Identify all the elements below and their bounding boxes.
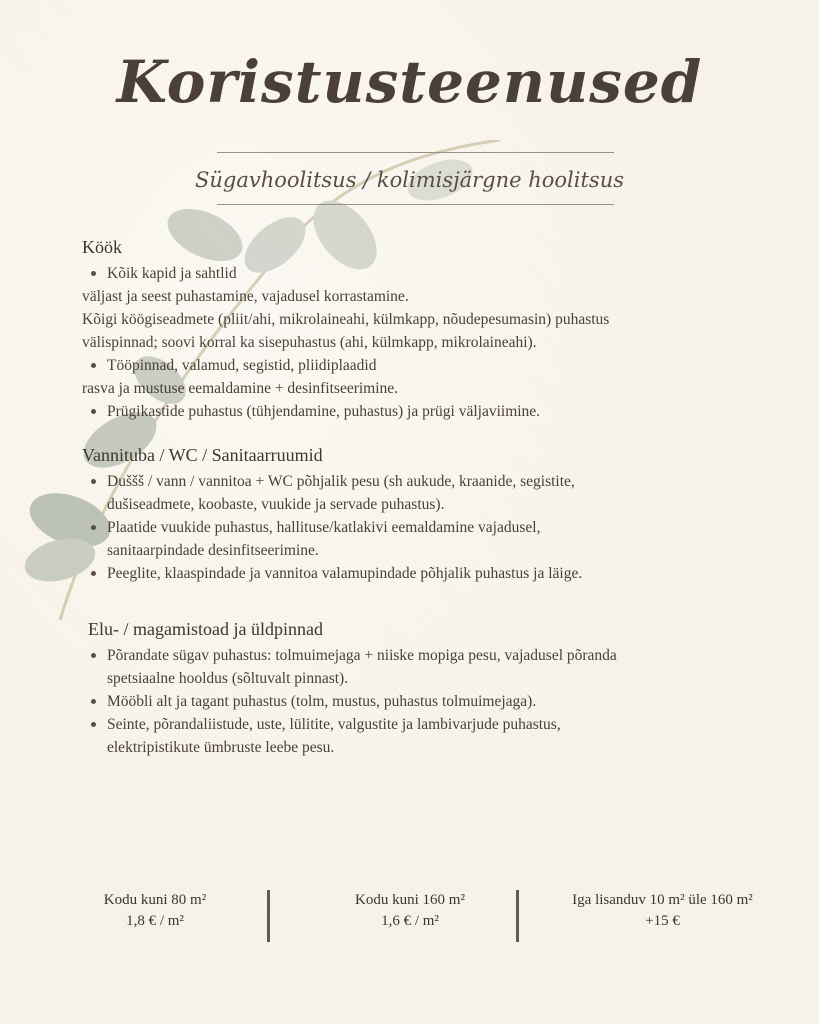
list-item xyxy=(82,516,742,562)
price-label: Iga lisanduv 10 m² üle 160 m² xyxy=(572,892,753,908)
list-item-line: Plaatide vuukide puhastus, hallituse/katlakivi eemaldamine vajadusel, xyxy=(107,519,541,536)
list-item xyxy=(82,644,748,690)
price-label: Kodu kuni 80 m² xyxy=(103,892,207,908)
price-item xyxy=(285,890,535,932)
list-item xyxy=(82,713,748,759)
list-item-line: spetsiaalne hooldus (sõltuvalt pinnast). xyxy=(107,670,349,687)
list-item-line: Peeglite, klaaspindade ja vannitoa valamupindade põhjalik puhastus ja läige. xyxy=(107,565,583,582)
price-table xyxy=(30,890,790,945)
price-item xyxy=(30,890,280,932)
list-item: Kõik kapid ja sahtlid xyxy=(82,262,742,285)
list-item-line: sanitaarpindade desinfitseerimine. xyxy=(107,542,319,559)
list-item xyxy=(82,690,748,713)
list-item-line: Seinte, põrandaliistude, uste, lülitite, valgustite ja lambivarjude puhastus, xyxy=(107,716,561,733)
price-divider xyxy=(516,890,519,942)
price-value: 1,8 € / m² xyxy=(126,913,184,929)
list-item: Tööpinnad, valamud, segistid, pliidiplaadid xyxy=(82,354,742,377)
price-value: +15 € xyxy=(645,913,680,929)
page-title: Koristusteenused xyxy=(116,48,703,116)
list-item: Prügikastide puhastus (tühjendamine, puhastus) ja prügi väljaviimine. xyxy=(82,400,742,423)
bathroom-heading: Vannituba / WC / Sanitaarruumid xyxy=(82,445,323,465)
page-subtitle: Sügavhoolitsus / kolimisjärgne hoolitsus xyxy=(194,168,625,192)
price-item xyxy=(535,890,790,932)
price-divider xyxy=(267,890,270,942)
kitchen-text: rasva ja mustuse eemaldamine + desinfitseerimine. xyxy=(82,380,399,397)
title-rule-top xyxy=(217,152,614,153)
list-item-line: dušiseadmete, koobaste, vuukide ja servade puhastus). xyxy=(107,496,445,513)
price-label: Kodu kuni 160 m² xyxy=(355,892,465,908)
kitchen-heading: Köök xyxy=(82,237,122,257)
list-item-line: elektripistikute ümbruste leebe pesu. xyxy=(107,739,335,756)
living-section xyxy=(88,618,748,759)
list-item-line: Duššš / vann / vannitoa + WC põhjalik pesu (sh aukude, kraanide, segistite, xyxy=(107,473,575,490)
kitchen-text: Kõigi köögiseadmete (pliit/ahi, mikrolaineahi, külmkapp, nõudepesumasin) puhastus xyxy=(82,311,610,328)
list-item xyxy=(82,470,742,516)
bathroom-section xyxy=(82,444,742,585)
list-item-line: Põrandate sügav puhastus: tolmuimejaga + niiske mopiga pesu, vajadusel põranda xyxy=(107,647,617,664)
title-rule-bottom xyxy=(217,204,614,205)
list-item xyxy=(82,562,742,585)
price-value: 1,6 € / m² xyxy=(381,913,439,929)
kitchen-section xyxy=(82,236,742,423)
living-heading: Elu- / magamistoad ja üldpinnad xyxy=(88,619,323,639)
kitchen-text: välispinnad; soovi korral ka sisepuhastus (ahi, külmkapp, mikrolaineahi). xyxy=(82,334,537,351)
kitchen-text: väljast ja seest puhastamine, vajadusel korrastamine. xyxy=(82,288,409,305)
list-item-line: Mööbli alt ja tagant puhastus (tolm, mustus, puhastus tolmuimejaga). xyxy=(107,693,537,710)
